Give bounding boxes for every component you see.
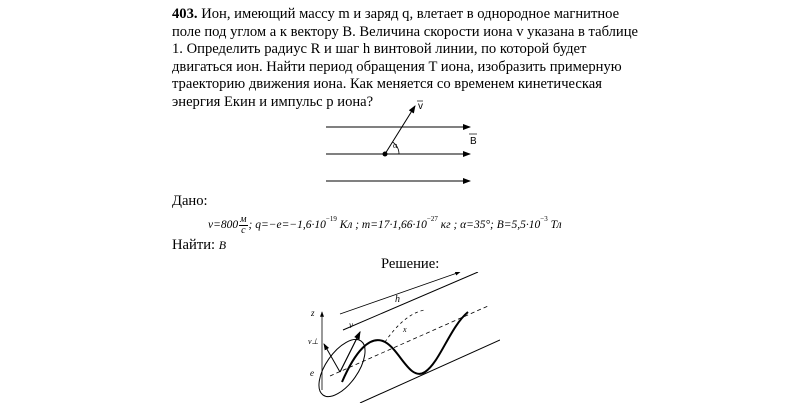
problem-number: 403. bbox=[172, 6, 198, 22]
cylinder-edge-bottom bbox=[360, 340, 500, 403]
find-line bbox=[172, 237, 226, 254]
z-label: z bbox=[311, 308, 315, 318]
pitch-arrow bbox=[340, 272, 460, 314]
cylinder-edge-top bbox=[343, 272, 478, 330]
ion-dot bbox=[383, 152, 388, 157]
pitch-label: h bbox=[395, 294, 400, 305]
x-label: x bbox=[403, 325, 407, 334]
velocity-label: v bbox=[418, 101, 423, 112]
field-diagram bbox=[320, 96, 500, 186]
field-label: B bbox=[470, 136, 477, 147]
solution-label: Решение: bbox=[381, 256, 440, 272]
velocity-label-2: v bbox=[349, 320, 353, 330]
helix-trajectory-diagram bbox=[300, 272, 500, 403]
velocity-vector bbox=[385, 106, 415, 154]
vperp-label: v⊥ bbox=[308, 337, 319, 346]
velocity-unit-fraction: $\frac{м}{с}$ bbox=[240, 213, 247, 236]
given-label: Дано: bbox=[172, 193, 208, 209]
angle-label: α bbox=[393, 141, 398, 150]
find-label: Найти: bbox=[172, 237, 216, 253]
problem-text: Ион, имеющий массу m и заряд q, влетает в однородное магнитное поле под углом a к вектору B. Величина скорости иона v указана в таблице 1. Определить радиус R и шаг h винтовой линии, по которой будет двигаться ион. Найти период обращения T иона, изобразить примерную траекторию движения иона. Как меняется со временем кинетическая энергия Eкин и импульс p иона? bbox=[172, 6, 639, 110]
charge-label: e bbox=[310, 368, 314, 378]
find-value: B bbox=[218, 238, 227, 252]
given-formula: v=800 $\frac{м}{с}$ ; $q=-e=-1,6\cdot 10^{-19}$ Кл ; $m=17\cdot 1,66\cdot 10^{-27}$ кг ; α=35°; $B=5,5\cdot 10^{-3}$ Тл bbox=[208, 213, 562, 236]
